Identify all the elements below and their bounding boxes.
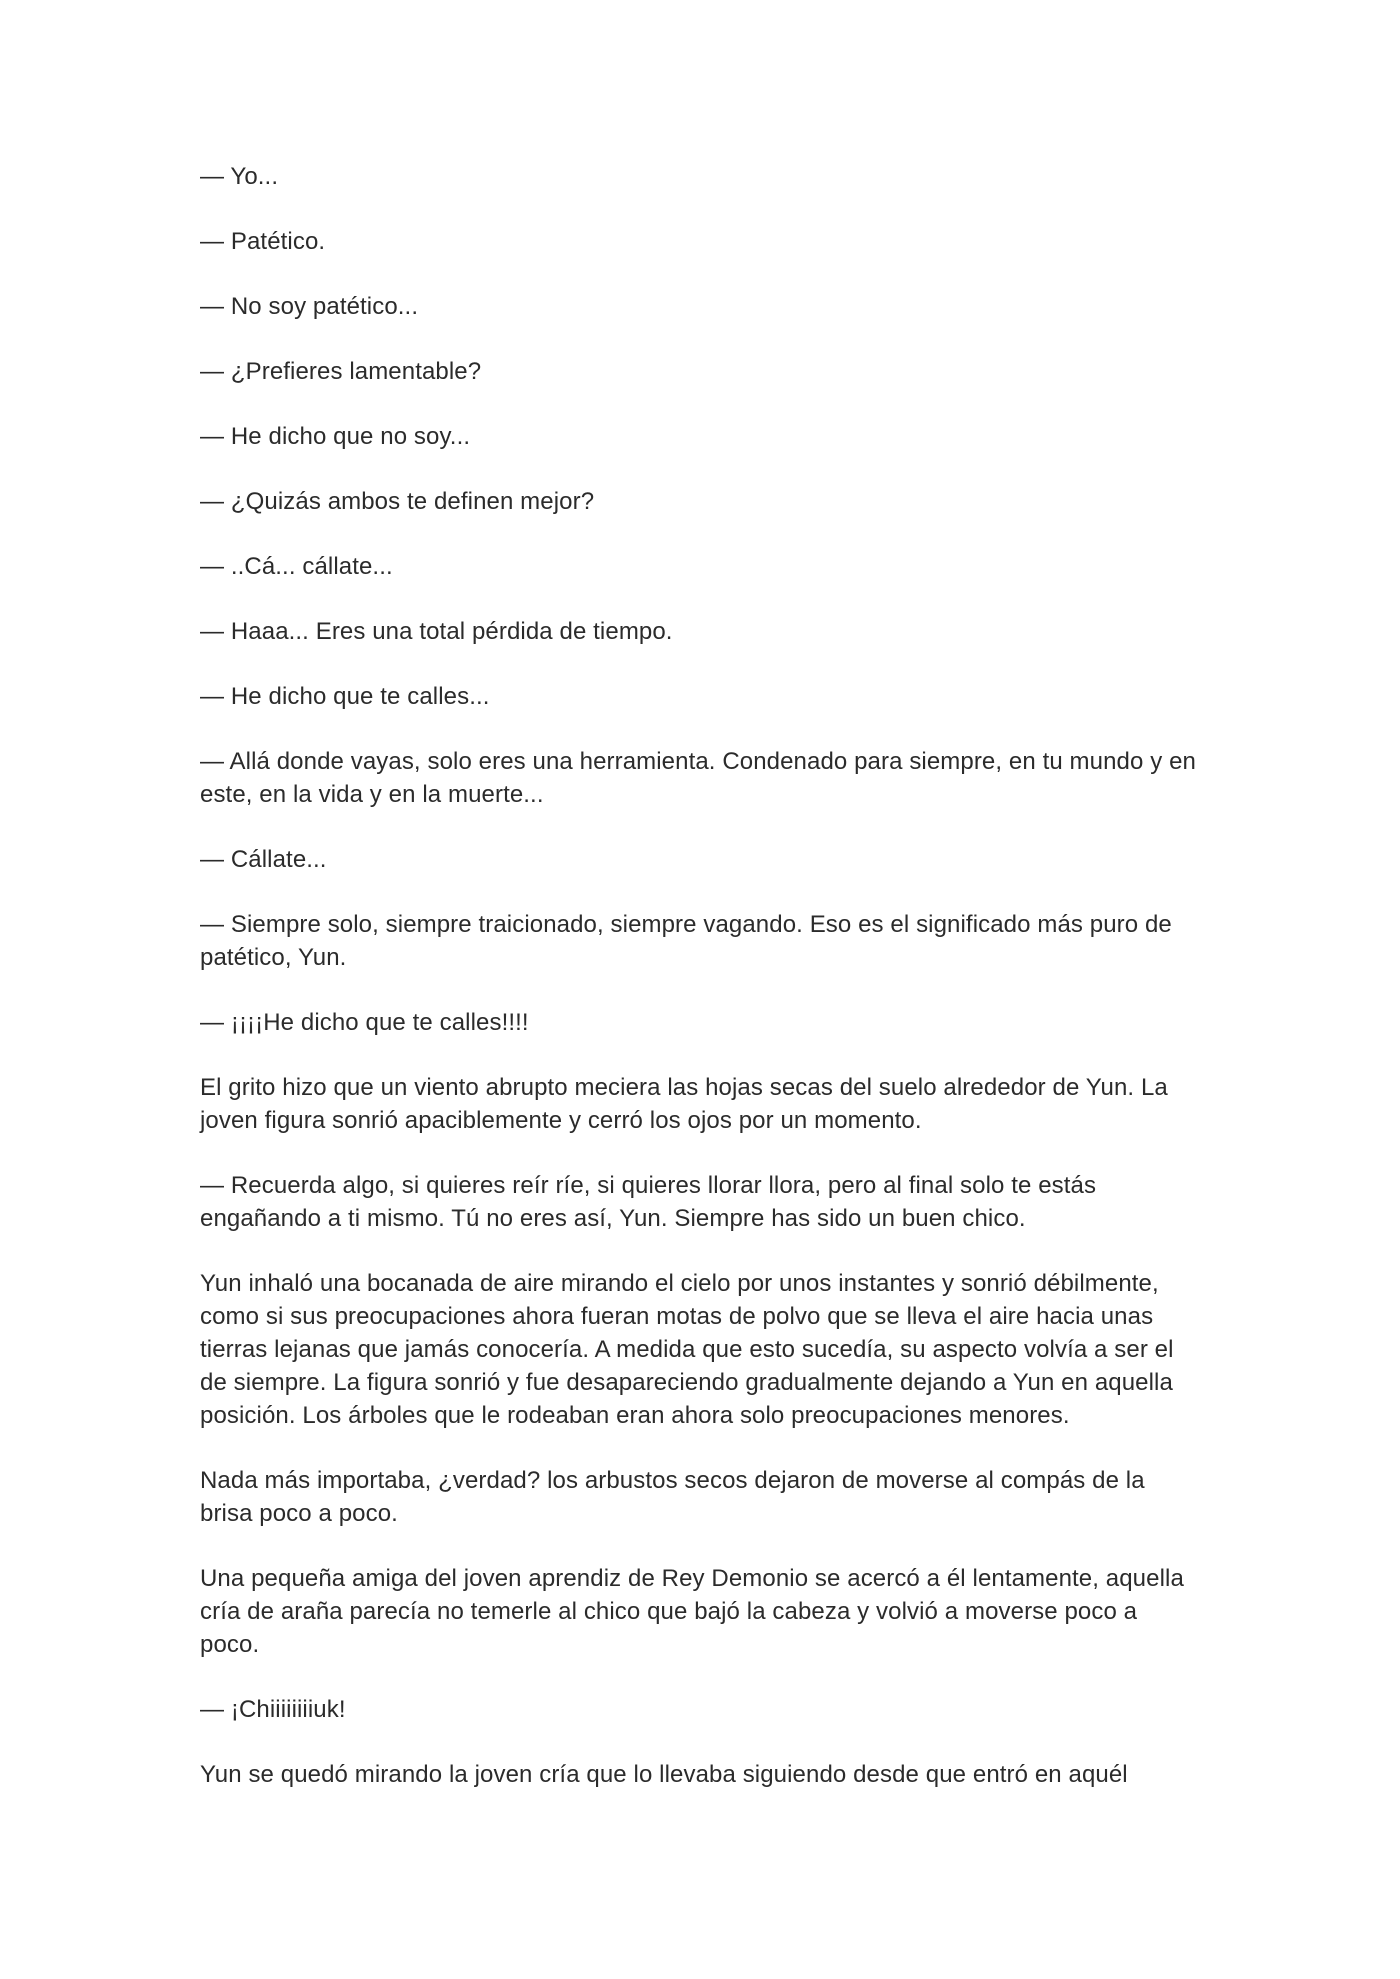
dialogue-line: — ¿Prefieres lamentable? — [200, 358, 482, 385]
dialogue-line: — Cállate... — [200, 846, 327, 873]
dialogue-line: — Haaa... Eres una total pérdida de tiempo. — [200, 618, 673, 645]
narrative-paragraph: Yun inhaló una bocanada de aire mirando el cielo por unos instantes y sonrió débilmente, como si sus preocupaciones ahora fueran motas de polvo que se lleva el aire hacia unas tierras lejanas que jamás conocería. A medida que esto sucedía, su aspecto volvía a ser el de siempre. La figura sonrió y fue desapareciendo gradualmente dejando a Yun en aquella posición. Los árboles que le rodeaban eran ahora solo preocupaciones menores. — [200, 1270, 1174, 1429]
dialogue-line: — Patético. — [200, 228, 326, 255]
narrative-paragraph: Una pequeña amiga del joven aprendiz de Rey Demonio se acercó a él lentamente, aquella cría de araña parecía no temerle al chico que bajó la cabeza y volvió a moverse poco a poco. — [200, 1565, 1184, 1658]
dialogue-line: — ¡Chiiiiiiiiuk! — [200, 1696, 346, 1723]
dialogue-line: — Yo... — [200, 163, 279, 190]
dialogue-line: — He dicho que no soy... — [200, 423, 471, 450]
narrative-paragraph: Yun se quedó mirando la joven cría que lo llevaba siguiendo desde que entró en aquél — [200, 1761, 1128, 1788]
dialogue-line: — He dicho que te calles... — [200, 683, 490, 710]
dialogue-line: — Recuerda algo, si quieres reír ríe, si quieres llorar llora, pero al final solo te estás engañando a ti mismo. Tú no eres así, Yun. Siempre has sido un buen chico. — [200, 1172, 1097, 1232]
narrative-paragraph: Nada más importaba, ¿verdad? los arbustos secos dejaron de moverse al compás de la brisa poco a poco. — [200, 1467, 1145, 1527]
dialogue-line: — Allá donde vayas, solo eres una herramienta. Condenado para siempre, en tu mundo y en este, en la vida y en la muerte... — [200, 748, 1196, 808]
narrative-paragraph: El grito hizo que un viento abrupto meciera las hojas secas del suelo alrededor de Yun. La joven figura sonrió apaciblemente y cerró los ojos por un momento. — [200, 1074, 1168, 1134]
dialogue-line: — ¡¡¡¡He dicho que te calles!!!! — [200, 1009, 529, 1036]
dialogue-line: — ..Cá... cállate... — [200, 553, 393, 580]
dialogue-line: — Siempre solo, siempre traicionado, siempre vagando. Eso es el significado más puro de patético, Yun. — [200, 911, 1172, 971]
document-body — [200, 160, 1200, 1823]
dialogue-line: — No soy patético... — [200, 293, 419, 320]
dialogue-line: — ¿Quizás ambos te definen mejor? — [200, 488, 595, 515]
